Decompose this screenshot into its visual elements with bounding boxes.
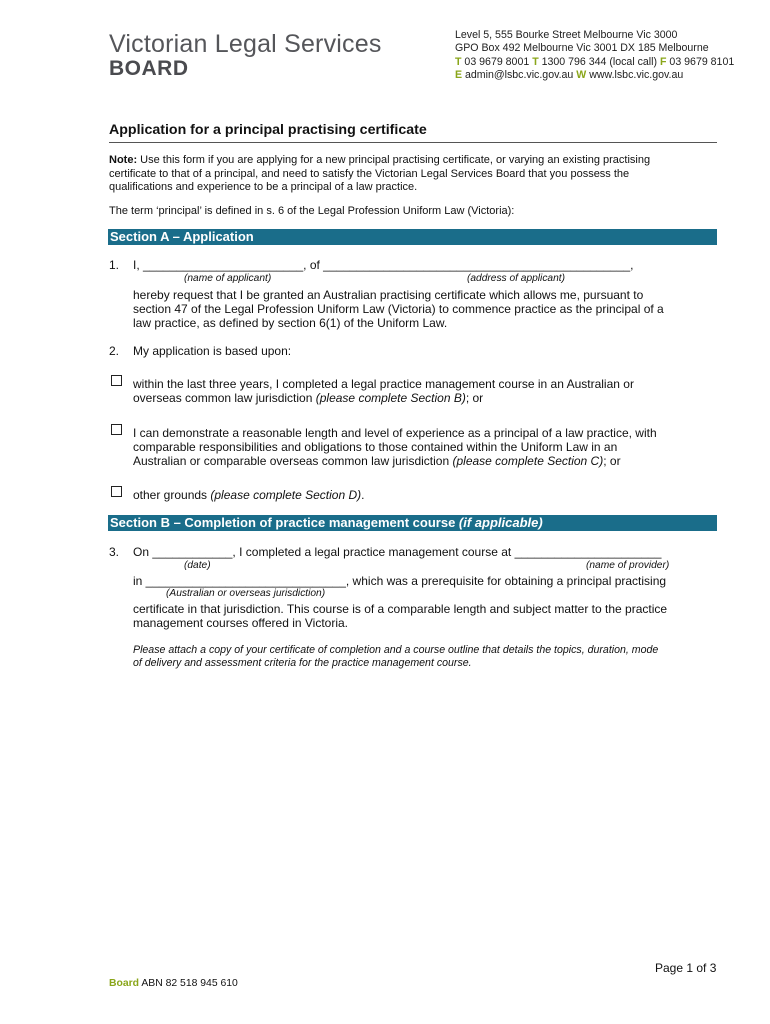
section-a-heading: Section A – Application xyxy=(108,229,717,245)
phone-label: T xyxy=(455,55,462,68)
fax-label: F xyxy=(660,55,667,68)
name-caption: (name of applicant) xyxy=(184,273,272,284)
jurisdiction-caption: (Australian or overseas jurisdiction) xyxy=(166,588,326,599)
note-line-1: Use this form if you are applying for a new principal practising certificate, or varying an existing practising xyxy=(137,154,651,166)
note-line-2: certificate to that of a principal, and need to satisfy the Victorian Legal Services Board that you possess the xyxy=(109,167,630,180)
contact-address-1: Level 5, 555 Bourke Street Melbourne Vic 3000 xyxy=(455,29,678,41)
item-1-number: 1. xyxy=(109,258,120,272)
contact-phones xyxy=(455,56,734,69)
option-course-line-2: overseas common law jurisdiction (please complete Section B); or xyxy=(133,391,484,405)
item-1-body-3: law practice, as defined by section 6(1) of the Uniform Law. xyxy=(133,316,448,330)
section-b-heading-note: (if applicable) xyxy=(458,515,543,530)
item-3-line-1[interactable]: On ____________, I completed a legal practice management course at ______________________ xyxy=(133,545,662,559)
phone-number-2: 1300 796 344 (local call) xyxy=(538,55,660,68)
fax-number: 03 9679 8101 xyxy=(666,55,735,68)
attach-note-line-2: of delivery and assessment criteria for the practice management course. xyxy=(133,657,472,669)
definition-text: The term ‘principal’ is defined in s. 6 of the Legal Profession Uniform Law (Victoria): xyxy=(109,205,515,217)
option-other-line: other grounds (please complete Section D). xyxy=(133,488,365,502)
option-other-ref: (please complete Section D) xyxy=(210,488,362,502)
option-experience-ref: (please complete Section C) xyxy=(452,454,604,468)
item-3-line-4: management courses offered in Victoria. xyxy=(133,616,349,630)
item-1-body-2: section 47 of the Legal Profession Uniform Law (Victoria) to commence practice as the principal of a xyxy=(133,302,664,316)
contact-address-2: GPO Box 492 Melbourne Vic 3001 DX 185 Melbourne xyxy=(455,42,709,55)
option-experience-line-1: I can demonstrate a reasonable length and level of experience as a principal of a law practice, with xyxy=(133,426,657,440)
footer-abn-number: ABN 82 518 945 610 xyxy=(139,978,238,989)
option-experience-checkbox[interactable] xyxy=(111,424,122,435)
phone-label-2: T xyxy=(532,55,539,68)
page-number: Page 1 of 3 xyxy=(655,961,717,975)
footer-board-label: Board xyxy=(109,978,140,989)
logo-subtitle: BOARD xyxy=(109,57,189,80)
option-experience-line-2: comparable responsibilities and obligations to those contained within the Uniform Law in an xyxy=(133,440,618,454)
address-caption: (address of applicant) xyxy=(467,273,565,284)
phone-number: 03 9679 8001 xyxy=(461,55,533,68)
title-divider xyxy=(109,142,717,143)
web-label: W xyxy=(576,69,587,82)
section-b-heading: Section B – Completion of practice management course (if applicable) xyxy=(108,515,717,531)
contact-block xyxy=(455,29,734,83)
item-2-text: My application is based upon: xyxy=(133,344,292,358)
option-course-checkbox[interactable] xyxy=(111,375,122,386)
item-3-number: 3. xyxy=(109,545,120,559)
item-3-line-3: certificate in that jurisdiction. This course is of a comparable length and subject matter to the practice xyxy=(133,602,668,616)
option-experience-line-3: Australian or comparable overseas common law jurisdiction (please complete Section C); or xyxy=(133,454,621,468)
email-label: E xyxy=(455,69,463,82)
item-1-body-1: hereby request that I be granted an Australian practising certificate which allows me, pursuant to xyxy=(133,288,644,302)
logo-title: Victorian Legal Services xyxy=(109,30,382,58)
option-course-ref: (please complete Section B) xyxy=(315,391,466,405)
note-paragraph xyxy=(109,154,717,195)
option-course-line-1: within the last three years, I completed a legal practice management course in an Australian or xyxy=(133,377,634,391)
option-other-checkbox[interactable] xyxy=(111,486,122,497)
email-link[interactable]: admin@lsbc.vic.gov.au xyxy=(462,69,577,82)
web-link[interactable]: www.lsbc.vic.gov.au xyxy=(586,69,684,82)
item-3-line-2[interactable]: in ______________________________, which was a prerequisite for obtaining a principal practising xyxy=(133,574,667,588)
item-2-number: 2. xyxy=(109,344,120,358)
note-line-3: qualifications and experience to be a principal of a law practice. xyxy=(109,181,418,194)
item-1-applicant-line[interactable]: I, ________________________, of ______________________________________________, xyxy=(133,258,634,272)
page-title: Application for a principal practising certificate xyxy=(109,122,427,138)
provider-caption: (name of provider) xyxy=(586,560,670,571)
footer-abn xyxy=(109,978,238,989)
date-caption: (date) xyxy=(184,560,211,571)
note-label: Note: xyxy=(109,154,138,166)
contact-web xyxy=(455,69,734,82)
attach-note-line-1: Please attach a copy of your certificate of completion and a course outline that details the topics, duration, mode xyxy=(133,644,659,656)
